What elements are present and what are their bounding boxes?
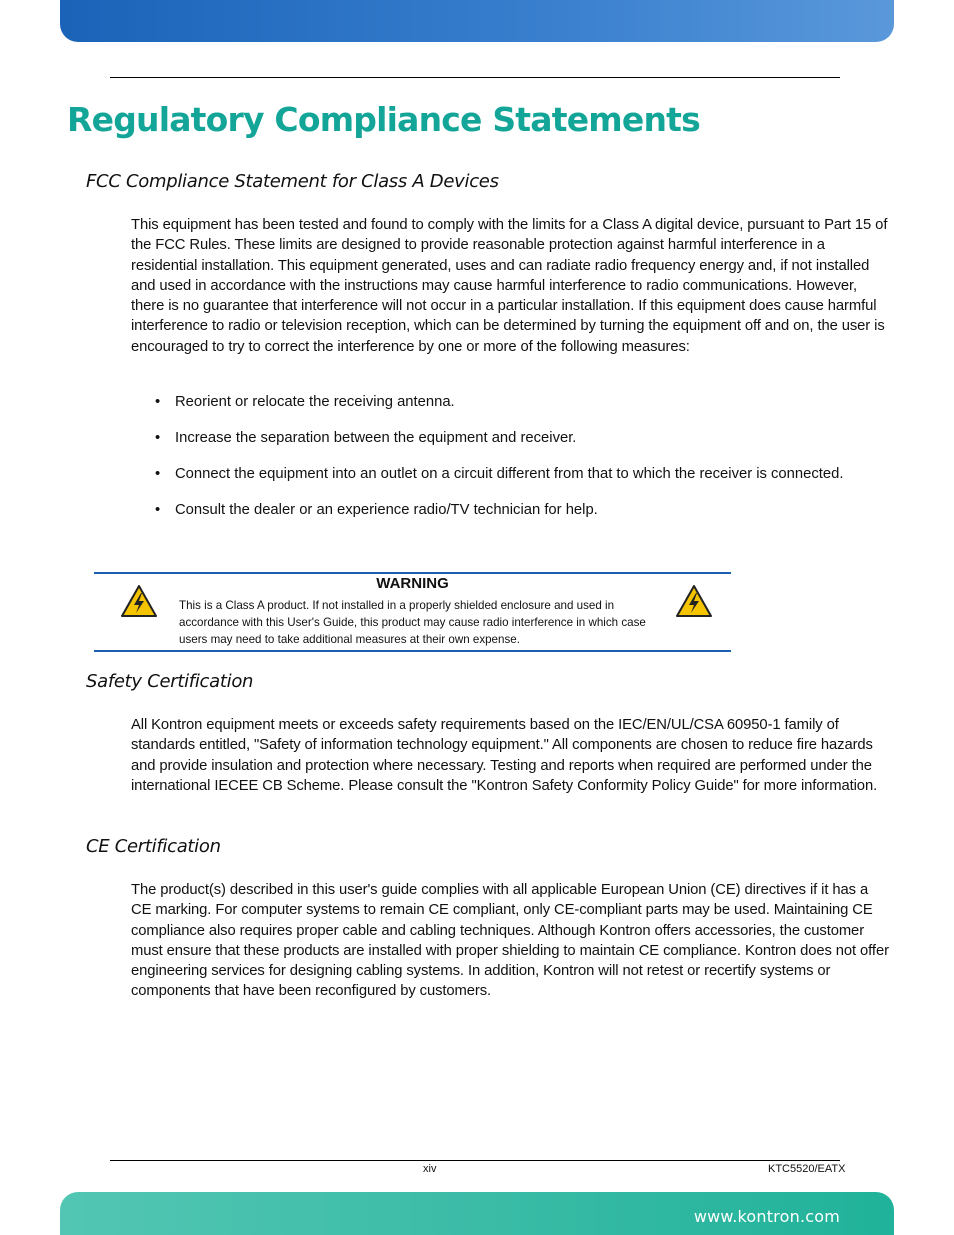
warning-title: WARNING bbox=[376, 575, 449, 592]
page-number: xiv bbox=[423, 1163, 437, 1175]
bullet-icon: • bbox=[155, 502, 161, 518]
header-banner bbox=[60, 0, 894, 42]
ce-heading: CE Certification bbox=[86, 836, 221, 857]
safety-heading: Safety Certification bbox=[86, 671, 254, 692]
footer-banner bbox=[60, 1192, 894, 1235]
warning-box bbox=[94, 572, 731, 652]
fcc-paragraph: This equipment has been tested and found to comply with the limits for a Class A digital device, pursuant to Part 15 of the FCC Rules. These limits are designed to provide reasonable protection against harmful interference in a residential installation. This equipment generated, uses and can radiate radio frequency energy and, if not installed and used in accordance with the instructions may cause harmful interference to radio communications. However, there is no guarantee that interference will not occur in a particular installation. If this equipment does cause harmful interference to radio or television reception, which can be determined by turning the equipment off and on, the user is encouraged to try to correct the interference by one or more of the following measures: bbox=[131, 217, 888, 355]
fcc-measures-list bbox=[155, 391, 895, 535]
footer-divider bbox=[110, 1160, 840, 1161]
bullet-icon: • bbox=[155, 466, 161, 482]
list-item: • Consult the dealer or an experience radio/TV technician for help. bbox=[155, 499, 895, 535]
page-title: Regulatory Compliance Statements bbox=[67, 100, 700, 139]
list-item: • Connect the equipment into an outlet on a circuit different from that to which the receiver is connected. bbox=[155, 463, 895, 499]
bullet-icon: • bbox=[155, 430, 161, 446]
bullet-icon: • bbox=[155, 394, 161, 410]
list-item: • Reorient or relocate the receiving antenna. bbox=[155, 391, 895, 427]
fcc-heading: FCC Compliance Statement for Class A Devices bbox=[86, 171, 499, 192]
document-id: KTC5520/EATX bbox=[768, 1163, 846, 1175]
website-link[interactable]: www.kontron.com bbox=[693, 1207, 840, 1226]
header-divider bbox=[110, 77, 840, 78]
list-item: • Increase the separation between the equipment and receiver. bbox=[155, 427, 895, 463]
high-voltage-warning-icon bbox=[675, 584, 713, 618]
safety-paragraph: All Kontron equipment meets or exceeds safety requirements based on the IEC/EN/UL/CSA 60950-1 family of standards entitled, "Safety of information technology equipment." All components are chosen to reduce fire hazards and provide insulation and protection where necessary. Testing and reports when required are performed under the international IECEE CB Scheme. Please consult the "Kontron Safety Conformity Policy Guide" for more information. bbox=[131, 717, 878, 794]
ce-paragraph: The product(s) described in this user's guide complies with all applicable European Union (CE) directives if it has a CE marking. For computer systems to remain CE compliant, only CE-compliant parts may be used. Maintaining CE compliance also requires proper cable and cabling techniques. Although Kontron offers accessories, the customer must ensure that these products are installed with proper shielding to maintain CE compliance. Kontron does not offer engineering services for designing cabling systems. In addition, Kontron will not retest or recertify systems or components that have been reconfigured by customers. bbox=[131, 882, 889, 1000]
warning-text: This is a Class A product. If not installed in a properly shielded enclosure and used in accordance with this User's Guide, this product may cause radio interference in which case users may need to take additional measures at their own expense. bbox=[179, 599, 646, 646]
